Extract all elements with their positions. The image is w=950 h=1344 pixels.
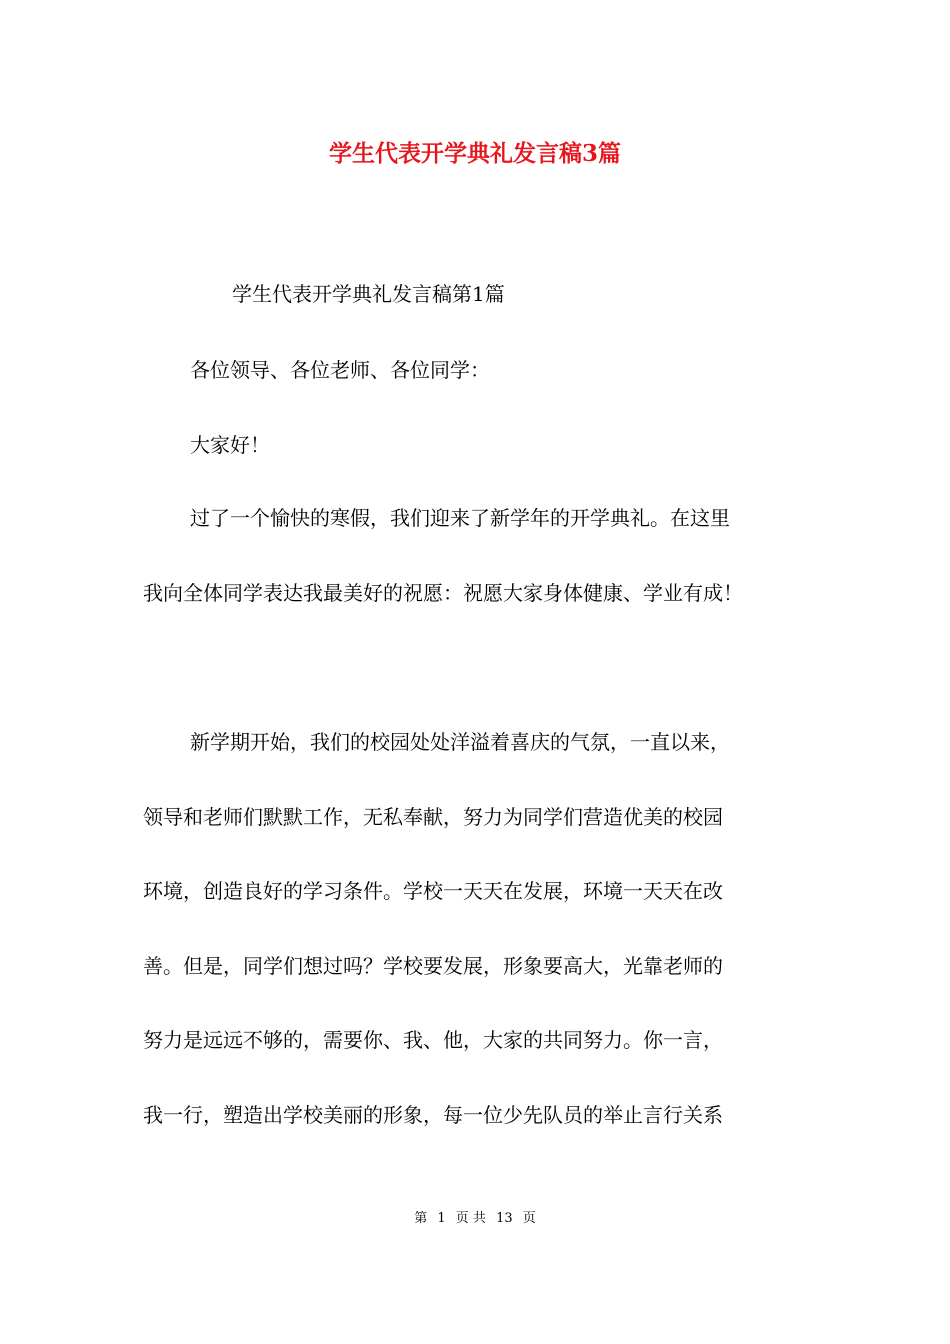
footer-total-pages: 13 [496,1211,513,1226]
paragraph-2-line-1: 新学期开始，我们的校园处处洋溢着喜庆的气氛，一直以来， [190,730,730,754]
paragraph-2-line-3: 环境，创造良好的学习条件。学校一天天在发展，环境一天天在改 [143,879,723,903]
paragraph-1-line-1: 过了一个愉快的寒假，我们迎来了新学年的开学典礼。在这里 [190,506,730,530]
footer-middle: 页 共 [455,1211,486,1226]
footer-current-page: 1 [437,1211,446,1226]
paragraph-1-line-2: 我向全体同学表达我最美好的祝愿：祝愿大家身体健康、学业有成！ [143,581,743,605]
footer-prefix: 第 [414,1211,428,1226]
salutation: 各位领导、各位老师、各位同学： [190,358,490,382]
paragraph-2-line-5: 努力是远远不够的，需要你、我、他，大家的共同努力。你一言， [143,1028,723,1052]
footer-suffix: 页 [522,1211,536,1226]
section-heading: 学生代表开学典礼发言稿第1篇 [232,282,505,306]
greeting: 大家好！ [190,433,270,457]
page-footer [0,1209,950,1229]
paragraph-2-line-4: 善。但是，同学们想过吗？学校要发展，形象要高大，光靠老师的 [143,954,723,978]
document-title: 学生代表开学典礼发言稿3篇 [328,140,621,167]
paragraph-2-line-6: 我一行，塑造出学校美丽的形象，每一位少先队员的举止言行关系 [143,1103,723,1127]
paragraph-2-line-2: 领导和老师们默默工作，无私奉献，努力为同学们营造优美的校园 [143,805,723,829]
